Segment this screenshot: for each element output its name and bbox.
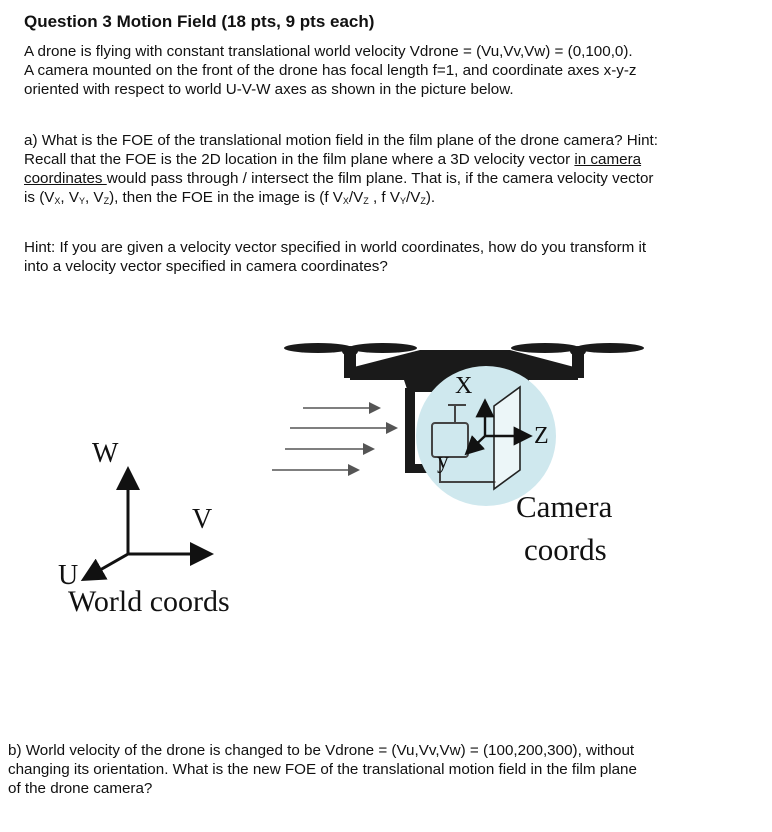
underlined-in-camera: in camera: [574, 151, 642, 168]
left-propeller: [349, 343, 417, 353]
intro-line-3: oriented with respect to world U-V-W axes as shown in the picture below.: [24, 81, 514, 98]
question-title: Question 3 Motion Field (18 pts, 9 pts each): [24, 12, 375, 31]
film-plane: [494, 387, 520, 489]
camera-x-label: X: [455, 373, 473, 399]
intro-line-2: A camera mounted on the front of the drone has focal length f=1, and coordinate axes x-y-z: [24, 62, 637, 79]
camera-mount: [405, 388, 415, 472]
part-b-paragraph: [8, 741, 758, 798]
underlined-coordinates: coordinates: [24, 170, 107, 187]
camera-y-label: y: [437, 448, 449, 474]
world-v-label: V: [192, 504, 213, 535]
right-propeller: [576, 343, 644, 353]
camera-coords-caption-line2: coords: [524, 532, 607, 567]
part-a-line-1: a) What is the FOE of the translational motion field in the film plane of the drone camera? Hint:: [24, 132, 658, 149]
world-u-axis: [86, 554, 128, 578]
hint-line-2: into a velocity vector specified in camera coordinates?: [24, 258, 388, 275]
part-b-line-3: of the drone camera?: [8, 780, 153, 797]
camera-z-label: Z: [534, 423, 549, 449]
intro-line-1: A drone is flying with constant translational world velocity Vdrone = (Vu,Vv,Vw) = (0,100,0).: [24, 43, 633, 60]
right-propeller: [511, 343, 579, 353]
left-propeller: [284, 343, 352, 353]
part-a-line-2: Recall that the FOE is the 2D location in the film plane where a 3D velocity vector in camera: [24, 151, 642, 168]
world-w-label: W: [92, 438, 119, 469]
part-a-line-4: is ($V_X$, $V_Y$, $V_Z$), then the FOE in the image is (f $V_X/V_Z$ , f $V_Y/V_Z$).: [24, 189, 436, 206]
part-b-line-1: b) World velocity of the drone is changed to be Vdrone = (Vu,Vv,Vw) = (100,200,300), without: [8, 742, 635, 759]
part-a-line-3: coordinates would pass through / intersect the film plane. That is, if the camera velocity vector: [24, 170, 654, 187]
part-b-line-2: changing its orientation. What is the new FOE of the translational motion field in the film plane: [8, 761, 637, 778]
world-u-label: U: [58, 560, 79, 591]
camera-coords-caption-line1: Camera: [516, 489, 613, 524]
motion-arrows: [272, 408, 395, 470]
hint-line-1: Hint: If you are given a velocity vector specified in world coordinates, how do you transform it: [24, 239, 647, 256]
world-coords-caption: World coords: [68, 585, 230, 618]
world-axes: [86, 472, 208, 578]
